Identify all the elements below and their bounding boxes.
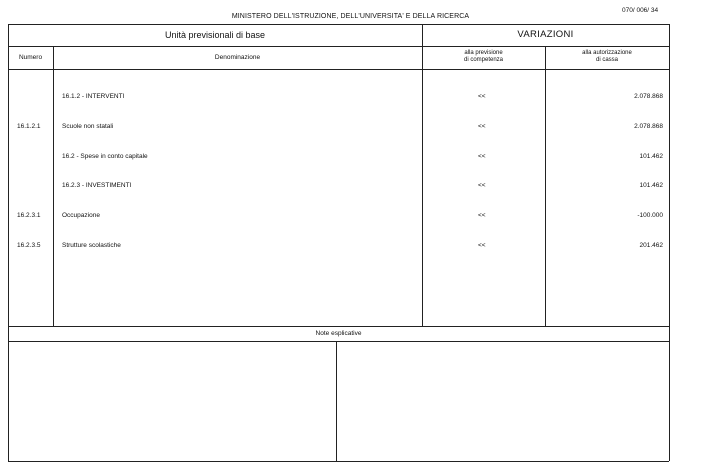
col-header-denominazione: Denominazione — [214, 54, 261, 61]
row-cassa: 101.462 — [639, 153, 663, 160]
col-header-competenza-line1: alla previsione — [464, 50, 503, 56]
notes-left-box — [9, 342, 335, 460]
row-competenza: << — [478, 182, 486, 189]
col-header-numero: Numero — [18, 54, 43, 61]
header-unita-previsionali: Unità previsionali di base — [164, 30, 266, 40]
row-cassa: 101.462 — [639, 182, 663, 189]
row-denominazione: Strutture scolastiche — [62, 242, 121, 249]
row-cassa: 2.078.868 — [634, 93, 663, 100]
col-header-cassa-line1: alla autorizzazione — [582, 50, 632, 56]
col-header-cassa — [545, 50, 669, 64]
row-competenza: << — [478, 212, 486, 219]
col-header-competenza-line2: di competenza — [463, 56, 504, 63]
row-cassa: 201.462 — [639, 242, 663, 249]
row-denominazione: Occupazione — [62, 212, 100, 219]
row-numero: 16.2.3.5 — [17, 242, 41, 249]
col-header-cassa-line2: di cassa — [595, 56, 618, 63]
row-competenza: << — [478, 93, 486, 100]
notes-right-box — [337, 342, 668, 460]
ministry-title: MINISTERO DELL'ISTRUZIONE, DELL'UNIVERSITA' E DELLA RICERCA — [231, 13, 470, 20]
page-reference: 070/ 006/ 34 — [622, 7, 659, 14]
row-cassa: -100.000 — [637, 212, 663, 219]
row-cassa: 2.078.868 — [634, 123, 663, 130]
row-numero: 16.2.3.1 — [17, 212, 41, 219]
row-denominazione: 16.1.2 - INTERVENTI — [62, 93, 125, 100]
col-header-competenza — [422, 50, 545, 64]
row-competenza: << — [478, 153, 486, 160]
row-competenza: << — [478, 242, 486, 249]
notes-title: Note esplicative — [315, 330, 362, 337]
row-denominazione: 16.2 - Spese in conto capitale — [62, 153, 148, 160]
row-competenza: << — [478, 123, 486, 130]
row-numero: 16.1.2.1 — [17, 123, 41, 130]
row-denominazione: Scuole non statali — [62, 123, 114, 130]
header-variazioni: VARIAZIONI — [517, 29, 574, 40]
row-denominazione: 16.2.3 - INVESTIMENTI — [62, 182, 132, 189]
